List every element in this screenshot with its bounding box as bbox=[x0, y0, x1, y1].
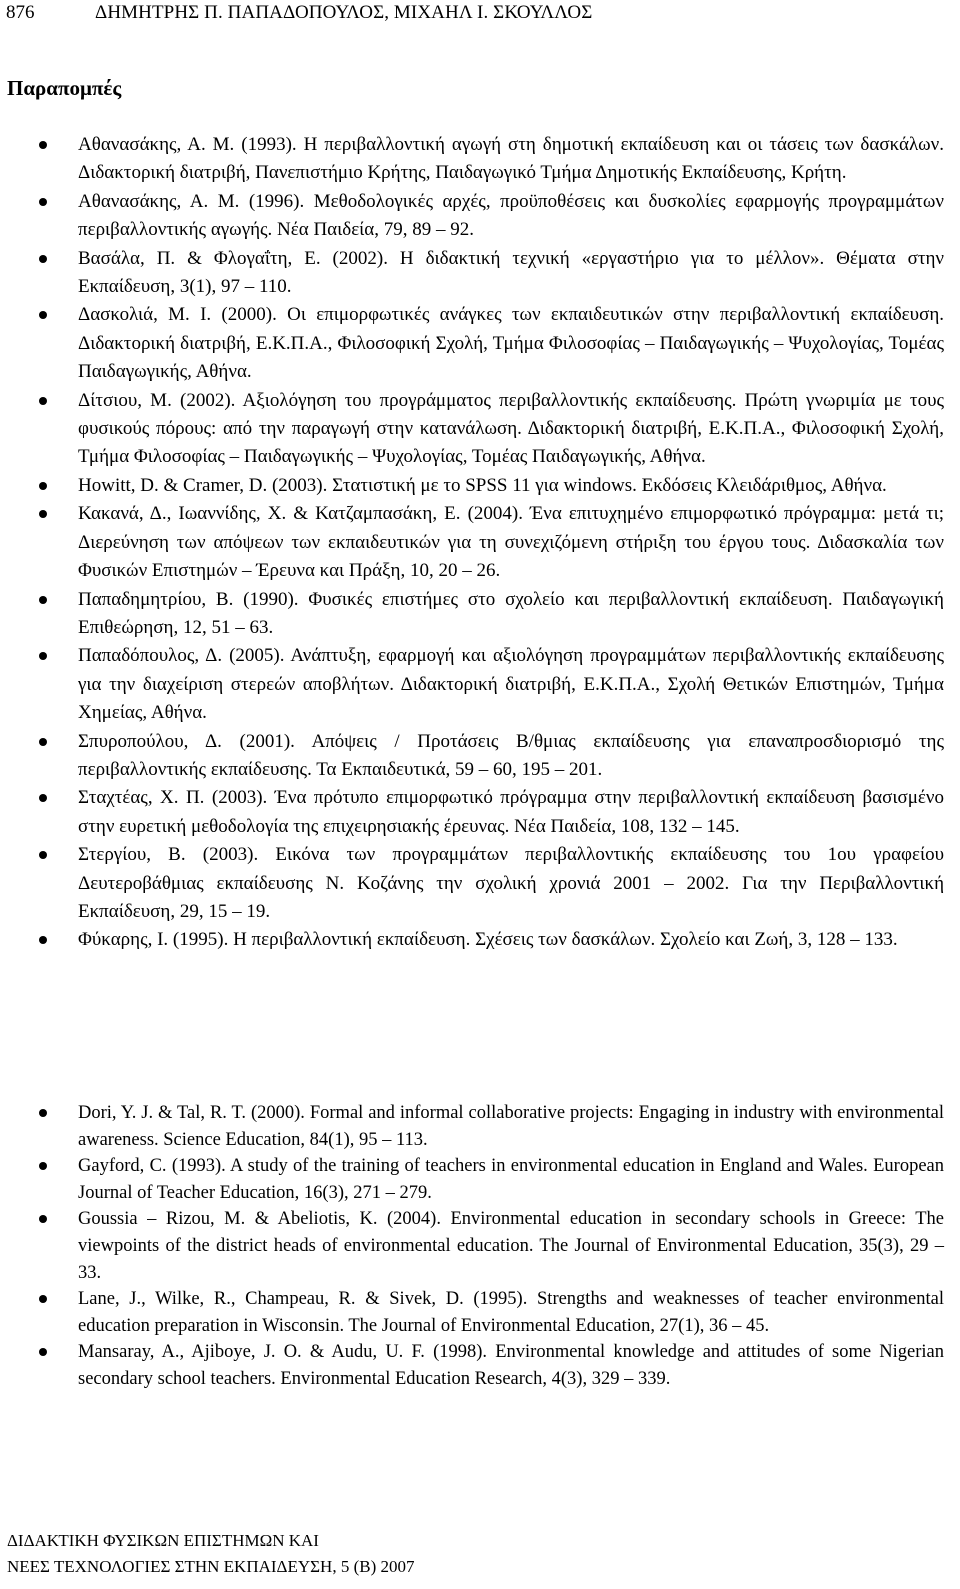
section-title: Παραπομπές bbox=[7, 76, 122, 100]
reference-text: Σταχτέας, Χ. Π. (2003). Ένα πρότυπο επιμορφωτικό πρόγραμμα στην περιβαλλοντική εκπαίδευση βασισμένο στην ευρετική μεθοδολογία της επιχειρησιακής έρευνας. Νέα Παιδεία, 108, 132 – 145. bbox=[78, 787, 944, 837]
reference-item bbox=[0, 784, 960, 841]
running-header-authors: ΔΗΜΗΤΡΗΣ Π. ΠΑΠΑΔΟΠΟΥΛΟΣ, ΜΙΧΑΗΛ Ι. ΣΚΟΥΛΛΟΣ bbox=[95, 2, 593, 23]
bullet-icon bbox=[39, 1295, 47, 1303]
reference-text: Δασκολιά, Μ. Ι. (2000). Οι επιμορφωτικές ανάγκες των εκπαιδευτικών στην περιβαλλοντική εκπαίδευση. Διδακτορική διατριβή, Ε.Κ.Π.Α., Φιλοσοφική Σχολή, Τμήμα Φιλοσοφίας – Παιδαγωγικής – Ψυχολογίας, Τομέας Παιδαγωγικής, Αθήνα. bbox=[78, 304, 944, 383]
bullet-icon bbox=[39, 596, 47, 604]
reference-list-english bbox=[0, 1100, 960, 1393]
reference-text: Δίτσιου, Μ. (2002). Αξιολόγηση του προγράμματος περιβαλλοντικής εκπαίδευσης. Πρώτη γνωριμία με τους φυσικούς πόρους: από την παραγωγή στην κατανάλωση. Διδακτορική διατριβή, Ε.Κ.Π.Α., Φιλοσοφική Σχολή, Τμήμα Φιλοσοφίας – Παιδαγωγικής – Ψυχολογίας, Τομέας Παιδαγωγικής, Αθήνα. bbox=[78, 389, 944, 468]
reference-text: Αθανασάκης, Α. Μ. (1993). Η περιβαλλοντική αγωγή στη δημοτική εκπαίδευση και οι τάσεις των δασκάλων. Διδακτορική διατριβή, Πανεπιστήμιο Κρήτης, Παιδαγωγικό Τμήμα Δημοτικής Εκπαίδευσης, Κρήτη. bbox=[78, 134, 944, 184]
bullet-icon bbox=[39, 510, 47, 518]
reference-text: Παπαδόπουλος, Δ. (2005). Ανάπτυξη, εφαρμογή και αξιολόγηση προγραμμάτων περιβαλλοντικής εκπαίδευσης για την διαχείριση στερεών αποβλήτων. Διδακτορική διατριβή, Ε.Κ.Π.Α., Σχολή Θετικών Επιστημών, Τμήμα Χημείας, Αθήνα. bbox=[78, 645, 944, 724]
journal-title-line1: ΔΙΔΑΚΤΙΚΗ ΦΥΣΙΚΩΝ ΕΠΙΣΤΗΜΩΝ ΚΑΙ bbox=[7, 1531, 319, 1550]
reference-item bbox=[0, 1286, 960, 1339]
reference-text: Goussia – Rizou, M. & Abeliotis, K. (2004). Environmental education in secondary schools in Greece: The viewpoints of the district heads of environmental education. The Journal of Environmental Education, 35(3), 29 – 33. bbox=[78, 1209, 944, 1283]
bullet-icon bbox=[39, 1109, 47, 1117]
reference-item bbox=[0, 1153, 960, 1206]
reference-text: Βασάλα, Π. & Φλογαΐτη, Ε. (2002). Η διδακτική τεχνική «εργαστήριο για το μέλλον». Θέματα στην Εκπαίδευση, 3(1), 97 – 110. bbox=[78, 247, 944, 298]
reference-text: Στεργίου, Β. (2003). Εικόνα των προγραμμάτων περιβαλλοντικής εκπαίδευσης του 1ου γραφείου Δευτεροβάθμιας εκπαίδευσης Ν. Κοζάνης την σχολική χρονιά 2001 – 2002. Για την Περιβαλλοντική Εκπαίδευση, 29, 15 – 19. bbox=[78, 844, 944, 922]
reference-text: Dori, Y. J. & Tal, R. T. (2000). Formal and informal collaborative projects: Engaging in industry with environmental awareness. Science Education, 84(1), 95 – 113. bbox=[78, 1103, 944, 1150]
reference-item bbox=[0, 188, 960, 245]
reference-item bbox=[0, 1339, 960, 1392]
reference-list-greek bbox=[0, 131, 960, 955]
reference-item bbox=[0, 1100, 960, 1153]
reference-text: Παπαδημητρίου, Β. (1990). Φυσικές επιστήμες στο σχολείο και περιβαλλοντική εκπαίδευση. Παιδαγωγική Επιθεώρηση, 12, 51 – 63. bbox=[78, 588, 944, 638]
bullet-icon bbox=[39, 198, 47, 206]
reference-item bbox=[0, 131, 960, 188]
page-footer bbox=[7, 1528, 414, 1580]
bullet-icon bbox=[39, 738, 47, 746]
bullet-icon bbox=[39, 141, 47, 149]
bullet-icon bbox=[39, 1215, 47, 1223]
reference-item bbox=[0, 926, 960, 954]
reference-text: Κακανά, Δ., Ιωαννίδης, Χ. & Κατζαμπασάκη, Ε. (2004). Ένα επιτυχημένο επιμορφωτικό πρόγραμμα: μετά τι; Διερεύνηση των απόψεων των εκπαιδευτικών για τη συνεχιζόμενη στήριξη του έργου τους. Διδασκαλία των Φυσικών Επιστημών – Έρευνα και Πράξη, 10, 20 – 26. bbox=[78, 503, 944, 582]
reference-text: Αθανασάκης, Α. Μ. (1996). Μεθοδολογικές αρχές, προϋποθέσεις και δυσκολίες εφαρμογής προγραμμάτων περιβαλλοντικής αγωγής. Νέα Παιδεία, 79, 89 – 92. bbox=[78, 190, 944, 241]
reference-text: Lane, J., Wilke, R., Champeau, R. & Sivek, D. (1995). Strengths and weaknesses of teacher environmental education preparation in Wisconsin. The Journal of Environmental Education, 27(1), 36 – 45. bbox=[78, 1289, 944, 1336]
page-number: 876 bbox=[6, 2, 35, 23]
reference-text: Mansaray, A., Ajiboye, J. O. & Audu, U. F. (1998). Environmental knowledge and attitudes of some Nigerian secondary school teachers. Environmental Education Research, 4(3), 329 – 339. bbox=[78, 1342, 944, 1389]
reference-item bbox=[0, 728, 960, 785]
bullet-icon bbox=[39, 482, 47, 490]
bullet-icon bbox=[39, 397, 47, 405]
bullet-icon bbox=[39, 1162, 47, 1170]
reference-item bbox=[0, 472, 960, 500]
reference-text: Gayford, C. (1993). A study of the training of teachers in environmental education in England and Wales. European Journal of Teacher Education, 16(3), 271 – 279. bbox=[78, 1156, 944, 1203]
bullet-icon bbox=[39, 936, 47, 944]
bullet-icon bbox=[39, 311, 47, 319]
page-header bbox=[6, 0, 946, 26]
reference-item bbox=[0, 642, 960, 727]
reference-item bbox=[0, 1206, 960, 1286]
bullet-icon bbox=[39, 794, 47, 802]
bullet-icon bbox=[39, 652, 47, 660]
reference-item bbox=[0, 387, 960, 472]
reference-item bbox=[0, 500, 960, 585]
journal-title-line2: ΝΕΕΣ ΤΕΧΝΟΛΟΓΙΕΣ ΣΤΗΝ ΕΚΠΑΙΔΕΥΣΗ, 5 (Β) 2007 bbox=[7, 1557, 415, 1576]
bullet-icon bbox=[39, 255, 47, 263]
reference-item bbox=[0, 586, 960, 643]
reference-item bbox=[0, 245, 960, 302]
reference-text: Howitt, D. & Cramer, D. (2003). Στατιστική με το SPSS 11 για windows. Εκδόσεις Κλειδάριθμος, Αθήνα. bbox=[78, 474, 887, 496]
bullet-icon bbox=[39, 851, 47, 859]
reference-item bbox=[0, 301, 960, 386]
bullet-icon bbox=[39, 1348, 47, 1356]
reference-item bbox=[0, 841, 960, 926]
reference-text: Σπυροπούλου, Δ. (2001). Απόψεις / Προτάσεις Β/θμιας εκπαίδευσης για επαναπροσδιορισμό της περιβαλλοντικής εκπαίδευσης. Τα Εκπαιδευτικά, 59 – 60, 195 – 201. bbox=[78, 730, 944, 780]
reference-text: Φύκαρης, Ι. (1995). Η περιβαλλοντική εκπαίδευση. Σχέσεις των δασκάλων. Σχολείο και Ζωή, 3, 128 – 133. bbox=[78, 929, 898, 951]
